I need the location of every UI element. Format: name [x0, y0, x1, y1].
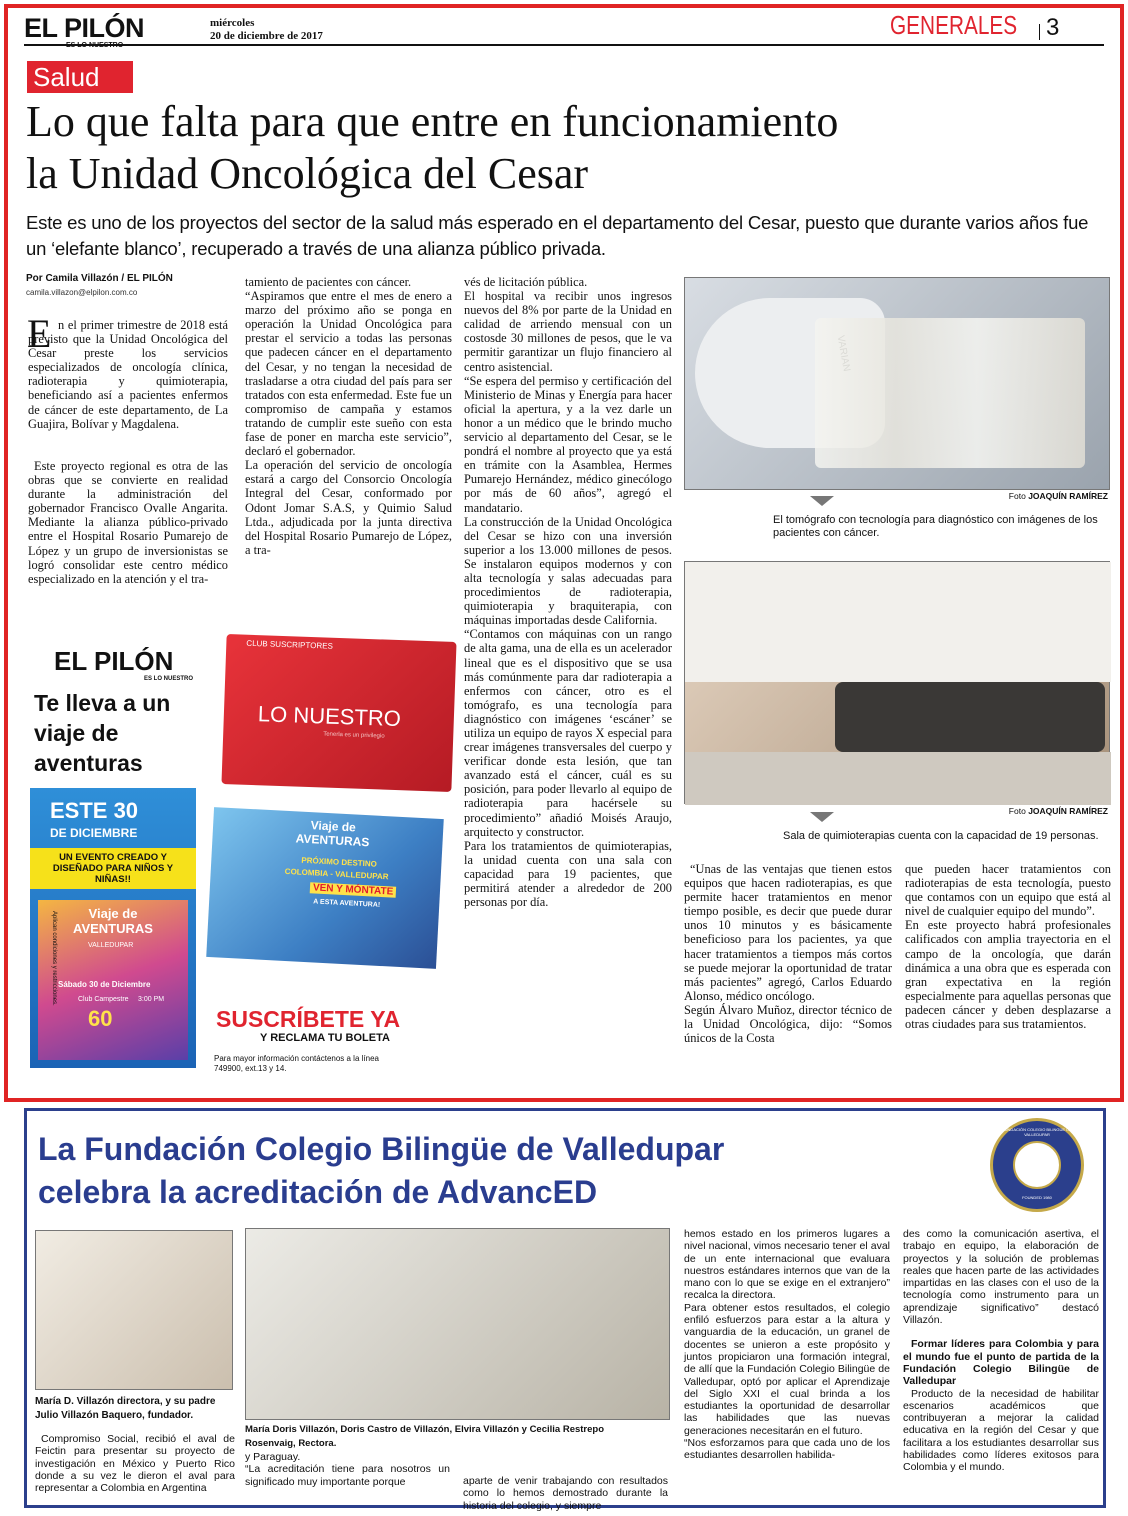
- photo2-pointer: [810, 812, 834, 822]
- article2-caption2: [245, 1423, 675, 1451]
- poster1-date: Sábado 30 de Diciembre: [58, 980, 151, 989]
- header-date: 20 de diciembre de 2017: [210, 30, 323, 42]
- poster2-line3: VEN Y MÓNTATE: [310, 882, 397, 898]
- section-label: GENERALES: [890, 10, 1018, 40]
- poster2: [206, 807, 444, 969]
- photo1-pointer: [810, 496, 834, 506]
- photo2-credit-name: JOAQUÍN RAMÍREZ: [1028, 806, 1108, 816]
- col1-first: n el primer trimestre de 2018 está previsto que la Unidad Oncológica del Cesar preste los servicios especializados de oncología clínica, radioterapia y quimioterapia, beneficiando así a pacientes enfermos de cáncer de este departamento, de La Guajira, Bolívar y Magdalena.: [28, 318, 228, 431]
- seal-founded: FOUNDED 1980: [1022, 1195, 1052, 1200]
- logo-text: EL PILÓN: [24, 13, 145, 43]
- caption1-line-1: María D. Villazón directora, y su padre: [35, 1396, 216, 1407]
- header-day: miércoles: [210, 17, 255, 29]
- article2-col5: [903, 1228, 1099, 1474]
- card-title: LO NUESTRO: [257, 701, 402, 732]
- article2-headline: [38, 1128, 978, 1214]
- poster2-line2: COLOMBIA - VALLEDUPAR: [284, 866, 389, 882]
- poster2-line1: PRÓXIMO DESTINO: [301, 855, 378, 869]
- photo-tomograph: [684, 277, 1110, 490]
- photo1-credit-prefix: Foto: [1008, 491, 1026, 501]
- deck: Este es uno de los proyectos del sector de la salud más esperado en el departamento del Cesar, puesto que durante varios años fue un ‘elefante blanco’, recuperado a través de una alianza público privada.: [26, 212, 1089, 259]
- poster1-sub: VALLEDUPAR: [88, 942, 134, 949]
- article2-caption1: [35, 1395, 235, 1423]
- chairs: [835, 682, 1105, 752]
- byline-email: camila.villazon@elpilon.com.co: [26, 288, 138, 297]
- col5-body: que pueden hacer tratamientos con radioterapias de esta tecnología, puesto que contamos con un equipo que está al nivel de cualquier equipo del mundo”. En este proyecto habrá profesionales calificados con amplia trayectoria en el campo de la oncología, que darán dinámica a una obra que es esperada con gran expectativa en la región especialmente para aquellas personas que padecen cáncer y deben desplazarse a otras ciudades para sus tratamientos.: [905, 862, 1111, 1032]
- floor: [685, 752, 1111, 805]
- seal-text: FUNDACIÓN COLEGIO BILINGÜE DE VALLEDUPAR: [1002, 1127, 1072, 1137]
- col1-rest: Este proyecto regional es otra de las obras que se convierte en realidad durante la administración del gobernador Francisco Ovalle Angarita. Mediante la alianza público-privado entre el Hospital Rosario Pumarejo de López y un grupo de inversionistas se logró consolidar este centro médico especializado en la atención y el tra-: [28, 459, 228, 586]
- article2-col3: aparte de venir trabajando con resultados como lo hemos demostrado durante la historia del colegio, y siempre: [463, 1475, 668, 1512]
- header-rule: [24, 44, 1104, 46]
- drop-cap: E: [27, 311, 52, 356]
- school-seal: [990, 1118, 1084, 1212]
- page-number: 3: [1046, 14, 1060, 41]
- poster2-title: Viaje de AVENTURAS: [295, 818, 370, 850]
- ad-info: Para mayor información contáctenos a la línea 749900, ext.13 y 14.: [214, 1054, 379, 1073]
- photo1-credit: [900, 491, 1108, 501]
- cta-sub: Y RECLAMA TU BOLETA: [260, 1032, 390, 1044]
- article2-col5-bold: Formar líderes para Colombia y para el mundo fue el punto de partida de la Fundación Colegio Bilingüe de Valledupar: [903, 1338, 1099, 1388]
- photo2-caption: Sala de quimioterapias cuenta con la capacidad de 19 personas.: [783, 830, 1099, 842]
- ad-box: [24, 638, 454, 1088]
- byline: Por Camila Villazón / EL PILÓN: [26, 273, 173, 284]
- subscriber-card: [221, 634, 456, 792]
- article2-col4: hemos estado en los primeros lugares a nivel nacional, vimos necesario tener el aval de un ente internacional que evaluara nuestros estándares internos que van de la mano con lo que se exige en el extranjero” recalca la directora. Para obtener estos resultados, el colegio enfiló esfuerzos para estar a la altura y vanguardia de la educación, un granel de docentes se unieron a este propósito y juntos propiciaron una formación integral, de allí que la Fundación Colegio Bilingüe de Valledupar, optó por aplicar el Aprendizaje del Siglo XXI el cual brinda a los estudiantes la oportunidad de desarrollar las habilidades que las nuevas generaciones necesitarán en el futuro. “Nos esforzamos para que cada uno de los estudiantes desarrollen habilida-: [684, 1228, 890, 1462]
- vertical-note: Aplican condiciones y restricciones.: [51, 911, 57, 1006]
- poster2-line4: A ESTA AVENTURA!: [313, 898, 381, 909]
- poster1-venue: Club Campestre: [78, 996, 129, 1003]
- article2-headline-line-2: celebra la acreditación de AdvancED: [38, 1174, 598, 1210]
- people-group: [815, 318, 1085, 468]
- card-sub: Tenerla es un privilegio: [323, 731, 385, 740]
- category-label: Salud: [27, 61, 133, 93]
- photo-director-father: [35, 1230, 233, 1390]
- poster1: [38, 900, 188, 1060]
- headline-line-1: Lo que falta para que entre en funcionamiento: [26, 97, 839, 146]
- ad-logo-tagline: ES LO NUESTRO: [144, 676, 194, 682]
- caption1-line-2: Julio Villazón Baquero, fundador.: [35, 1410, 194, 1421]
- photo2-credit: [900, 806, 1108, 816]
- event-banner: UN EVENTO CREADO Y DISEÑADO PARA NIÑOS Y NIÑAS!!: [30, 848, 196, 889]
- photo-chemo-room: [684, 561, 1110, 804]
- poster1-price: 60: [88, 1006, 113, 1031]
- col4-body: “Unas de las ventajas que tienen estos equipos que hacen radioterapias, es que permite hacer tratamientos en menor tiempo posible, es decir que puede durar unos 10 minutos y es básicamente beneficioso para los pacientes, ya que hacer tratamientos a tiempos más cortos se puede mejorar la oportunidad de tratar más pacientes” agregó, Carlos Eduardo Alonso, médico oncólogo. Según Álvaro Muñoz, director técnico de la Unidad Oncológica, dijo: “Somos únicos de la Costa: [684, 862, 892, 1046]
- cta-headline: SUSCRÍBETE YA: [216, 1006, 401, 1032]
- caption2-line-1: María Doris Villazón, Doris Castro de Villazón, Elvira Villazón y Cecilia Restrepo: [245, 1424, 605, 1435]
- photo1-credit-name: JOAQUÍN RAMÍREZ: [1028, 491, 1108, 501]
- caption2-line-2: Rosenvaig, Rectora.: [245, 1438, 337, 1449]
- event-date-big: ESTE 30: [50, 798, 139, 823]
- article2-headline-line-1: La Fundación Colegio Bilingüe de Valledupar: [38, 1131, 725, 1167]
- article2-col5-body: des como la comunicación asertiva, el trabajo en equipo, la elaboración de proyectos y la solución de problemas reales que hacen parte de las actividades impartidas en las clases con el uso de la tecnología como instrumento para un aprendizaje significativo” destacó Villazón.: [903, 1228, 1099, 1327]
- header-divider: [1039, 24, 1040, 40]
- headline: [26, 96, 1116, 200]
- photo-group-women: [245, 1228, 670, 1420]
- ad-logo: EL PILÓN: [54, 646, 174, 676]
- article2-col5-end: Producto de la necesidad de habilitar escenarios académicos que contribuyeran a mejorar la calidad educativa en la región del Cesar y que facilitara a los estudiantes desarrollar sus habilidades como líderes exitosos para Colombia y el mundo.: [903, 1387, 1099, 1474]
- article2-col2: y Paraguay. “La acreditación tiene para nosotros un significado muy importante porque: [245, 1451, 450, 1488]
- event-date-small: DE DICIEMBRE: [50, 826, 138, 840]
- poster1-time: 3:00 PM: [138, 996, 165, 1003]
- room-wall: [685, 562, 1111, 682]
- col2-body: tamiento de pacientes con cáncer. “Aspiramos que entre el mes de enero a marzo del próximo año se ponga en operación la Unidad Oncológica para prestar el servicio a todas las personas que padecen cáncer en el departamento del Cesar, y no tengan la necesidad de trasladarse a otra ciudad del país para ser tratados con esta enfermedad. Este fue un compromiso de campaña y estamos tratando de cumplir este sueño con esta fase de poner en marcha este servicio”, declaró el gobernador. La operación del servicio de oncología estará a cargo del Consorcio Oncología Integral del Cesar, conformado por Odont Jomar S.A.S, y Quimio Salud Ltda., adjudicada por la junta directiva del Hospital Rosario Pumarejo de López, a tra-: [245, 275, 452, 557]
- photo2-credit-prefix: Foto: [1008, 806, 1026, 816]
- poster1-title: Viaje de AVENTURAS: [73, 906, 153, 936]
- seal-inner: [1013, 1141, 1061, 1189]
- photo1-caption: El tomógrafo con tecnología para diagnóstico con imágenes de los pacientes con cáncer.: [773, 514, 1098, 539]
- card-club: CLUB SUSCRIPTORES: [246, 638, 334, 651]
- article2-col1: Compromiso Social, recibió el aval de Feictin para presentar su proyecto de investigación en México y Puerto Rico donde a su vez le dieron el aval para representar a Colombia en Argentina: [35, 1433, 235, 1495]
- ad-headline: Te lleva a un viaje de aventuras: [34, 690, 171, 776]
- col3-body: vés de licitación pública. El hospital va recibir unos ingresos nuevos del 8% por parte de la Unidad en calidad de arriendo mensual con un costosde 30 millones de pesos, que le va permitir garantizar un flujo financiero al centro asistencial. “Se espera del permiso y certificación del Ministerio de Minas y Energía para hacer oficial la apertura, y a la vez darle un honor a un médico que le brindo mucho servicio al departamento del Cesar, se le pondrá el nombre al proyecto que ya está en trámite con la Asamblea, Hermes Pumarejo Hernández, médico ginecólogo por más de 60 años”, agregó el mandatario. La construcción de la Unidad Oncológica del Cesar se hizo con una inversión superior a los 13.000 millones de pesos. Se instalaron equipos modernos y con alta tecnología y salas adecuadas para procedimientos de radioterapia, quimioterapia y braquiterapia, con máquinas importadas desde California. “Contamos con máquinas con un rango de alta gama, una de ella es un acelerador lineal que es el dispositivo que se usa más comúnmente para dar radioterapia a enfermos con cáncer, otro es el tomógrafo, es una tecnología para diagnóstico con imágenes ‘escáner’ se utiliza un equipo de rayos X especial para crear imágenes transversales del cuerpo y verificar donde esta lesión, que tan avanzado está el cáncer, cuál es su posición, para poder llevarlo al equipo de radioterapia para hacérsele su procedimiento” añadió Moisés Araujo, arquitecto y constructor. Para los tratamientos de quimioterapias, la unidad cuenta con una sala con capacidad para 19 pacientes, que permitirá atender a alrededor de 200 personas por día.: [464, 275, 672, 910]
- headline-line-2: la Unidad Oncológica del Cesar: [26, 149, 589, 198]
